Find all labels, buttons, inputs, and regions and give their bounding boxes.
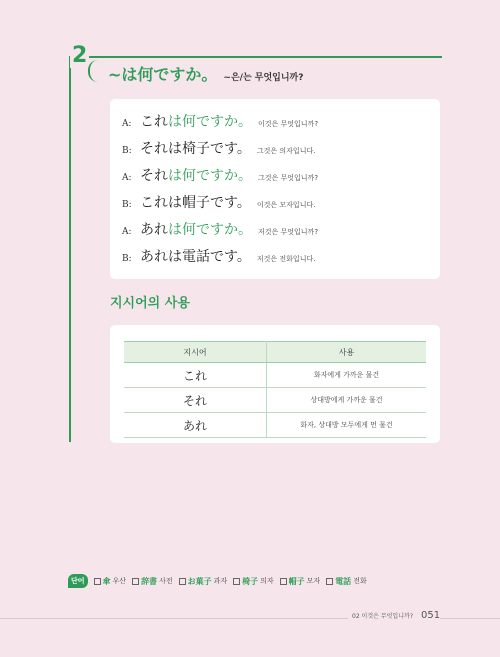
dialog-ko: 이것은 무엇입니까? xyxy=(258,120,319,128)
section-title: 지시어의 사용 xyxy=(110,296,190,311)
checkbox-icon xyxy=(233,578,240,585)
table-cell: 상대방에게 가까운 물건 xyxy=(267,388,427,413)
table-row xyxy=(124,388,426,413)
dialog-ko: 그것은 무엇입니까? xyxy=(258,174,319,182)
vocab-item: 辞書 사전 xyxy=(132,576,173,587)
checkbox-icon xyxy=(326,578,333,585)
table-cell: 화자에게 가까운 물건 xyxy=(267,363,427,388)
page-number: 051 xyxy=(421,610,441,621)
vocab-item: 傘 우산 xyxy=(94,576,127,587)
dialog-line xyxy=(122,192,315,212)
dialog-line xyxy=(122,219,318,239)
dialog-ko: 그것은 의자입니다. xyxy=(256,147,316,155)
vocab-item: 帽子 모자 xyxy=(280,576,321,587)
table-row xyxy=(124,413,426,438)
dialog-jp: それは何ですか。 xyxy=(140,168,252,184)
vocabulary-bar xyxy=(68,574,367,588)
title-japanese: ~は何ですか。 xyxy=(108,65,218,84)
table-cell: あれ xyxy=(124,413,267,438)
dialog-jp: それは椅子です。 xyxy=(140,141,251,157)
page-footer xyxy=(348,610,440,621)
title-bracket xyxy=(88,60,102,82)
speaker: A: xyxy=(122,227,132,237)
speaker: A: xyxy=(122,173,132,183)
top-rule xyxy=(69,56,442,58)
table-header: 사용 xyxy=(267,342,427,363)
lesson-title xyxy=(108,62,303,85)
dialog-line xyxy=(122,246,315,266)
vocab-item: 電話 전화 xyxy=(326,576,367,587)
vocab-item: 椅子 의자 xyxy=(233,576,274,587)
checkbox-icon xyxy=(94,578,101,585)
table-cell: それ xyxy=(124,388,267,413)
dialog-line xyxy=(122,138,315,158)
checkbox-icon xyxy=(132,578,139,585)
speaker: B: xyxy=(122,200,132,210)
table-cell: 화자, 상대방 모두에게 먼 물건 xyxy=(267,413,427,438)
vocab-badge: 단어 xyxy=(68,574,88,588)
dialog-jp: これは帽子です。 xyxy=(140,195,251,211)
left-rule xyxy=(69,57,71,442)
dialog-ko: 저것은 무엇입니까? xyxy=(258,228,319,236)
dialog-ko: 저것은 전화입니다. xyxy=(256,255,316,263)
dialog-card xyxy=(110,99,440,279)
demonstrative-table-card xyxy=(110,325,440,443)
dialog-jp: これは何ですか。 xyxy=(140,114,252,130)
checkbox-icon xyxy=(179,578,186,585)
lesson-number: 2 xyxy=(72,43,88,68)
title-korean: ~은/는 무엇입니까? xyxy=(223,73,304,83)
dialog-line xyxy=(122,111,318,131)
dialog-line xyxy=(122,165,318,185)
dialog-ko: 이것은 모자입니다. xyxy=(256,201,316,209)
vocab-item: お菓子 과자 xyxy=(179,576,228,587)
table-header: 지시어 xyxy=(124,342,267,363)
table-row xyxy=(124,363,426,388)
checkbox-icon xyxy=(280,578,287,585)
table-cell: これ xyxy=(124,363,267,388)
speaker: A: xyxy=(122,119,132,129)
dialog-jp: あれは電話です。 xyxy=(140,249,251,265)
speaker: B: xyxy=(122,146,132,156)
table-header-row xyxy=(124,342,426,363)
speaker: B: xyxy=(122,254,132,264)
dialog-jp: あれは何ですか。 xyxy=(140,222,252,238)
demonstrative-table xyxy=(124,341,426,438)
chapter-title: 02 이것은 무엇입니까? xyxy=(352,613,414,620)
